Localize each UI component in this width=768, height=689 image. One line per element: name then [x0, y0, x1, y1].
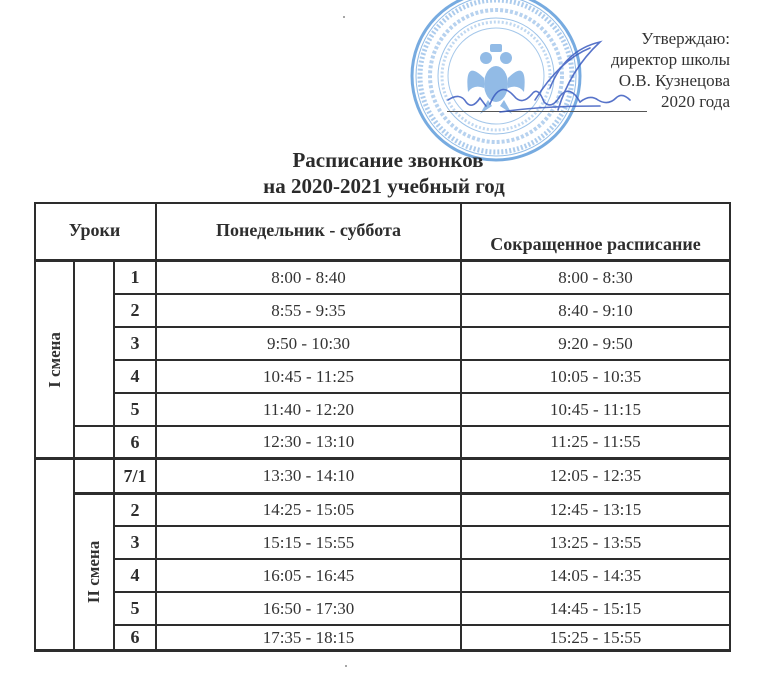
- shift-label-first: [36, 262, 73, 457]
- scan-speck: [345, 665, 347, 667]
- bell-schedule-table: [34, 202, 731, 651]
- lesson-number: 4: [130, 565, 140, 585]
- lesson-number: 5: [130, 598, 140, 618]
- shortened-time: 14:05 - 14:35: [549, 565, 642, 585]
- shortened-time: 10:45 - 11:15: [550, 399, 641, 419]
- shift-2-label: II смена: [84, 540, 104, 603]
- shortened-time: 11:25 - 11:55: [550, 432, 641, 451]
- shift-label-second: [75, 494, 113, 649]
- regular-time: 9:50 - 10:30: [266, 333, 351, 353]
- shortened-time: 14:45 - 15:15: [549, 598, 642, 618]
- shortened-time: 15:25 - 15:55: [549, 627, 642, 647]
- lesson-number: 7/1: [123, 465, 147, 486]
- approver-name: О.В. Кузнецова: [618, 71, 730, 90]
- lesson-number: 2: [130, 499, 140, 520]
- lesson-number: 4: [130, 366, 140, 386]
- shortened-time: 10:05 - 10:35: [549, 366, 642, 386]
- regular-time: 11:40 - 12:20: [263, 399, 354, 419]
- shortened-time: 8:40 - 9:10: [558, 300, 633, 320]
- shortened-time: 9:20 - 9:50: [558, 333, 633, 353]
- lesson-number: 3: [130, 532, 140, 552]
- lesson-number: 2: [130, 300, 140, 320]
- shortened-time: 12:05 - 12:35: [549, 466, 642, 485]
- approver-position: директор школы: [611, 50, 730, 69]
- regular-time: 10:45 - 11:25: [263, 366, 354, 386]
- regular-time: 13:30 - 14:10: [262, 466, 355, 485]
- scan-speck: [343, 16, 345, 18]
- header-lessons: Уроки: [68, 219, 121, 240]
- document-title: Расписание звонков: [292, 148, 484, 172]
- lesson-number: 1: [130, 267, 140, 287]
- regular-time: 14:25 - 15:05: [262, 500, 355, 519]
- regular-time: 15:15 - 15:55: [262, 532, 355, 552]
- approval-label: Утверждаю:: [641, 29, 730, 48]
- lesson-number: 5: [130, 399, 140, 419]
- document-subtitle: на 2020-2021 учебный год: [263, 174, 505, 198]
- regular-time: 17:35 - 18:15: [262, 627, 355, 647]
- shortened-time: 13:25 - 13:55: [549, 532, 642, 552]
- lesson-number: 6: [130, 431, 140, 452]
- lesson-number: 6: [130, 627, 140, 647]
- regular-time: 12:30 - 13:10: [262, 432, 355, 451]
- shortened-time: 12:45 - 13:15: [549, 500, 642, 519]
- approval-date: 2020 года: [660, 92, 730, 111]
- shortened-time: 8:00 - 8:30: [558, 267, 633, 287]
- regular-time: 16:50 - 17:30: [262, 598, 355, 618]
- header-shortened: Сокращенное расписание: [490, 233, 701, 254]
- regular-time: 8:00 - 8:40: [271, 267, 346, 287]
- lesson-number: 3: [130, 333, 140, 353]
- header-weekdays: Понедельник - суббота: [215, 219, 402, 240]
- regular-time: 8:55 - 9:35: [271, 300, 346, 320]
- regular-time: 16:05 - 16:45: [262, 565, 355, 585]
- signature-icon: [440, 40, 640, 130]
- shift-1-label: I смена: [44, 331, 64, 388]
